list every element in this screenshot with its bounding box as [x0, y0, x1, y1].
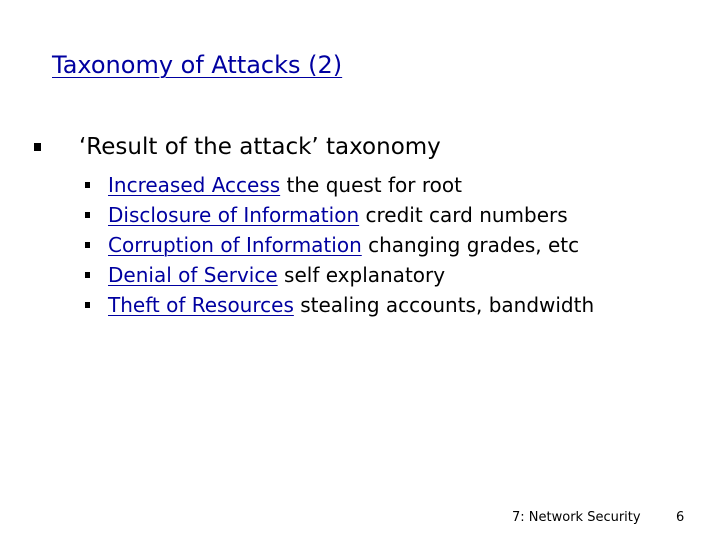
item-description: self explanatory: [284, 263, 446, 287]
main-bullet-text: ‘Result of the attack’ taxonomy: [79, 134, 441, 160]
item-description: stealing accounts, bandwidth: [300, 293, 595, 317]
item-description: the quest for root: [286, 173, 462, 197]
page-number: 6: [676, 510, 685, 525]
list-item: [85, 200, 594, 230]
list-item: [85, 230, 594, 260]
item-description: changing grades, etc: [368, 233, 580, 257]
attack-result-list: [85, 170, 594, 320]
square-bullet-icon: [34, 143, 41, 151]
square-bullet-icon: [85, 242, 90, 248]
item-term: Denial of Service: [108, 263, 278, 287]
list-item: [85, 260, 594, 290]
square-bullet-icon: [85, 212, 90, 218]
square-bullet-icon: [85, 302, 90, 308]
main-bullet: [34, 132, 441, 162]
slide-title: Taxonomy of Attacks (2): [52, 51, 343, 79]
item-term: Theft of Resources: [108, 293, 294, 317]
square-bullet-icon: [85, 182, 90, 188]
item-term: Increased Access: [108, 173, 281, 197]
list-item: [85, 290, 594, 320]
footer-label: 7: Network Security: [512, 510, 641, 525]
item-description: credit card numbers: [365, 203, 568, 227]
item-term: Disclosure of Information: [108, 203, 360, 227]
item-term: Corruption of Information: [108, 233, 362, 257]
square-bullet-icon: [85, 272, 90, 278]
list-item: [85, 170, 594, 200]
